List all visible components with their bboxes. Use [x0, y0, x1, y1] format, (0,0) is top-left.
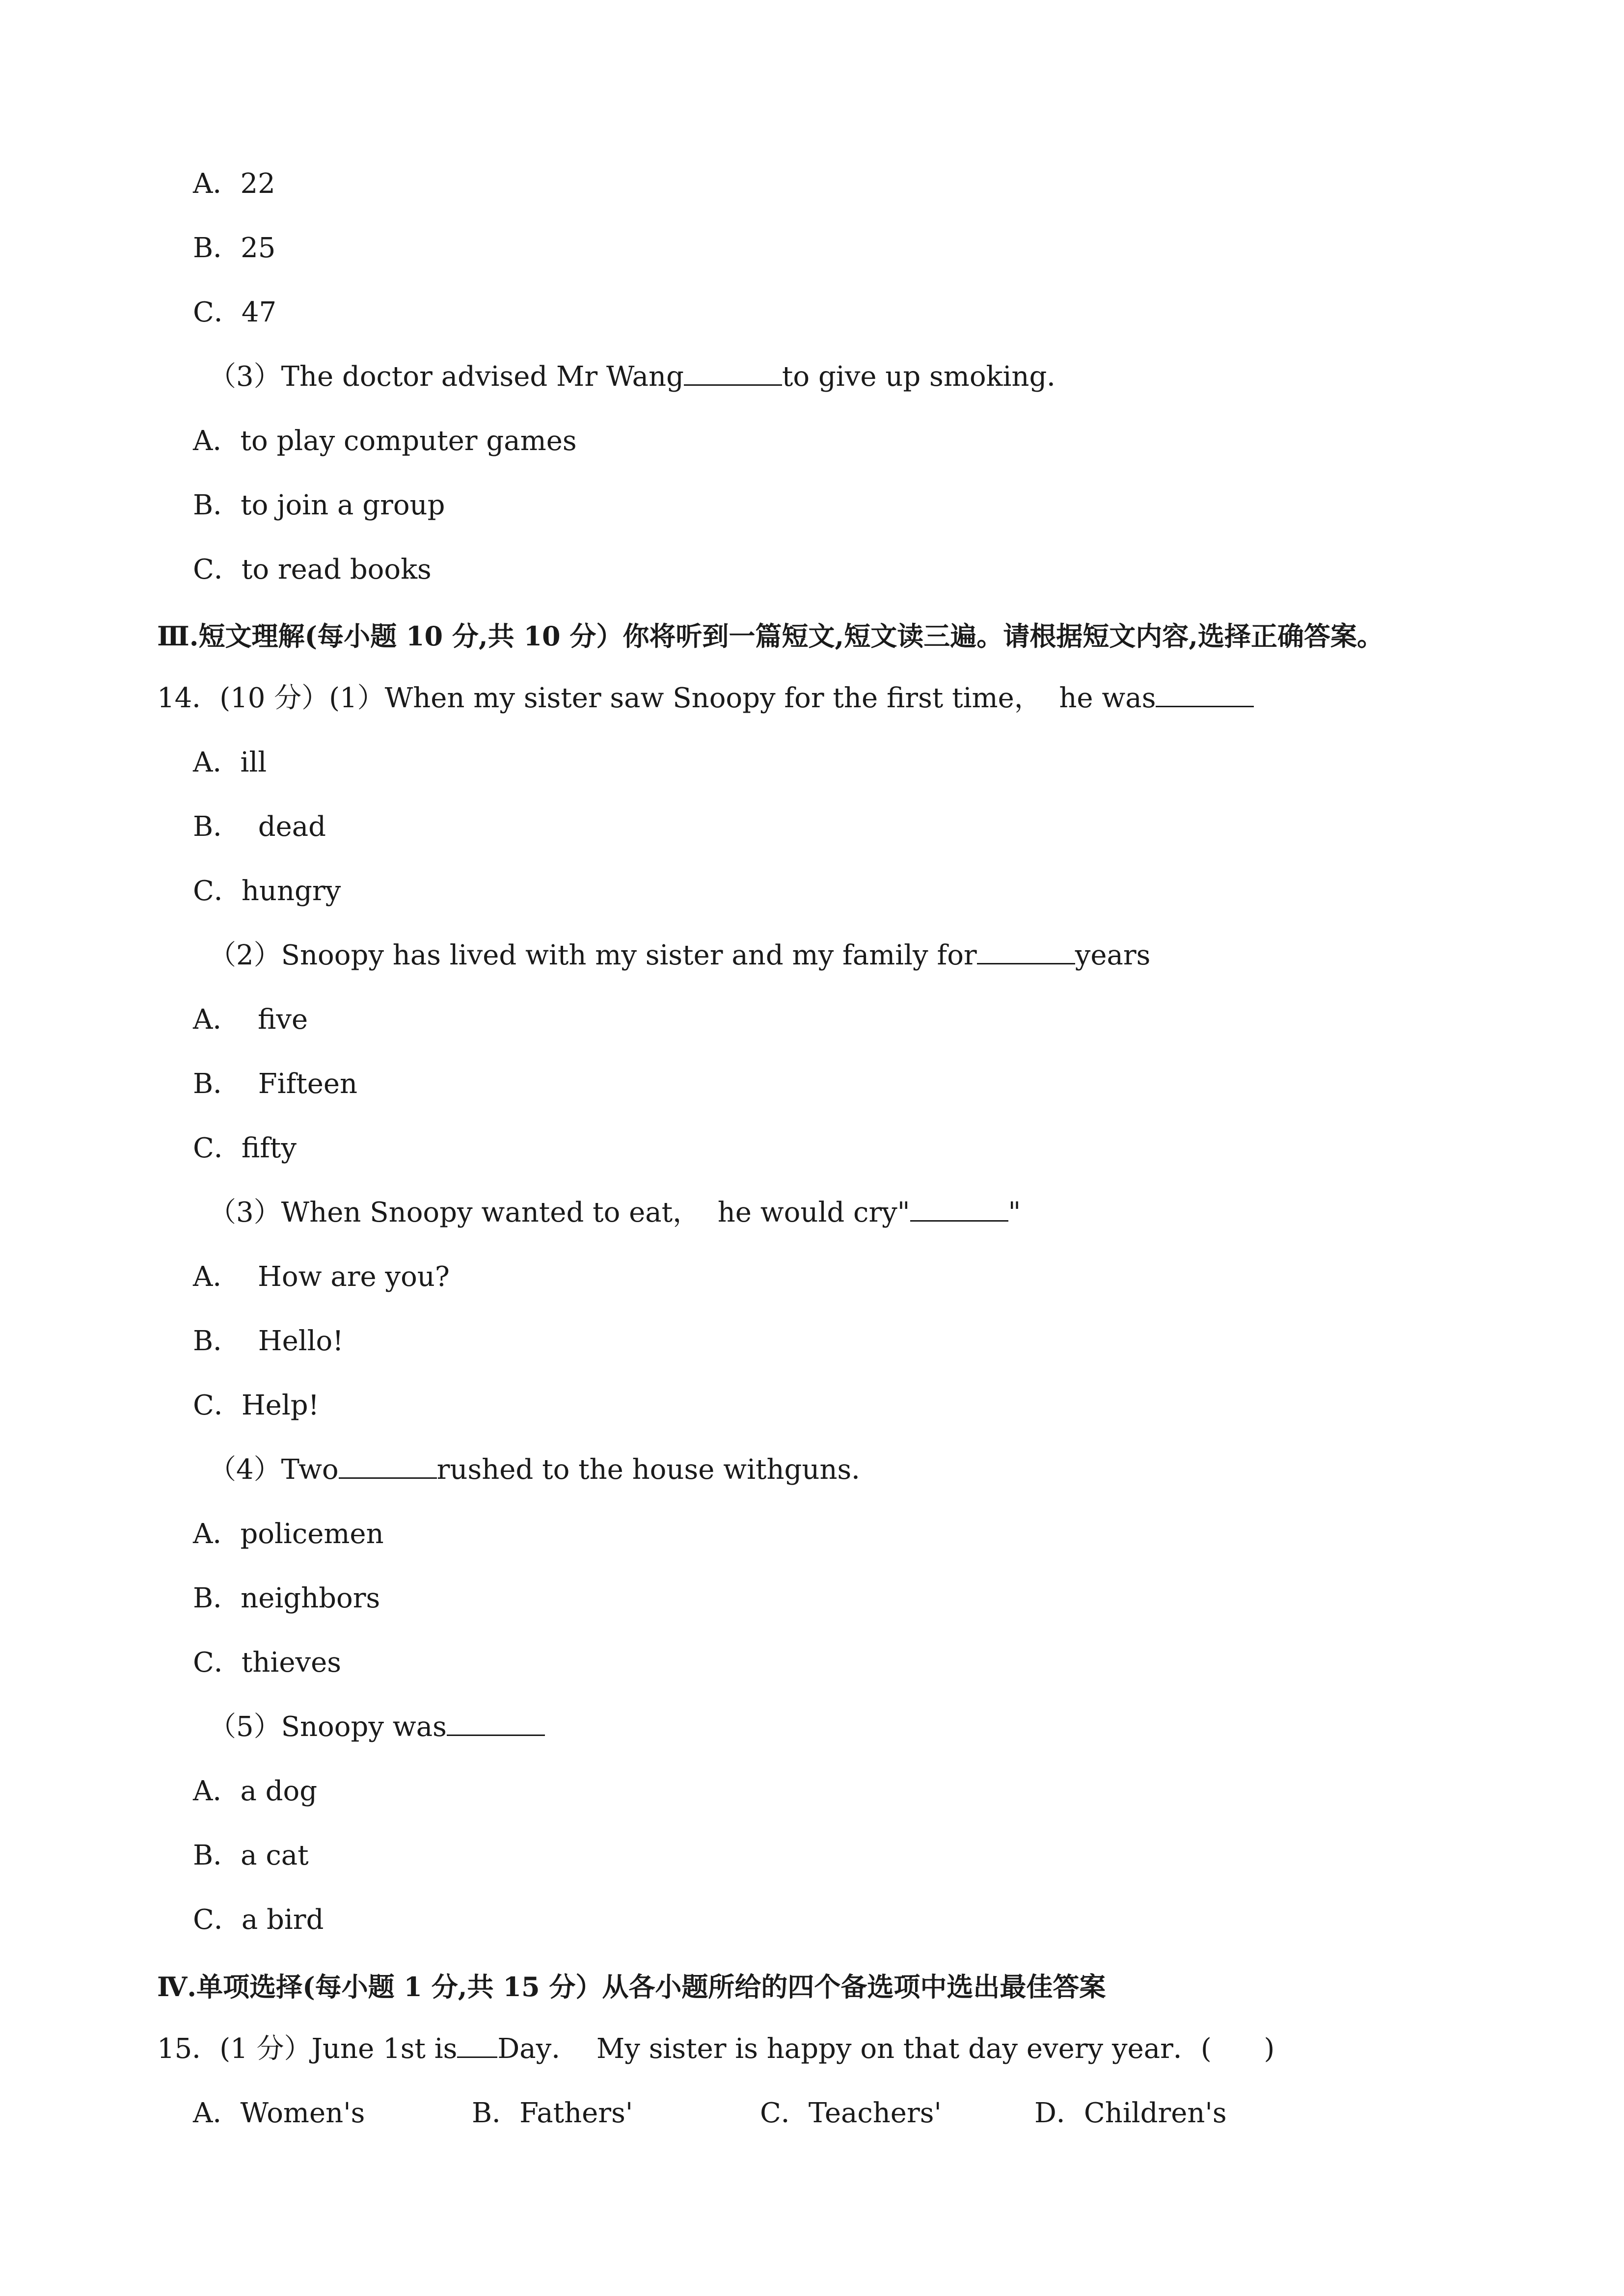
stem-text: （2）Snoopy has lived with my sister and my family for	[209, 939, 977, 971]
question-14-part-1	[157, 679, 1254, 718]
question-14-part-3	[209, 1193, 1021, 1232]
stem-text: years	[1075, 939, 1151, 971]
option-c: C．hungry	[193, 875, 341, 907]
stem-text: 14．(10 分）(1）When my sister saw Snoopy for the first time， he was	[157, 682, 1156, 714]
option-a: A． How are you?	[193, 1261, 450, 1293]
stem-text: rushed to the house withguns．	[436, 1454, 879, 1486]
option-b: B． Fifteen	[193, 1068, 358, 1100]
option-a: A．a dog	[193, 1775, 318, 1807]
option-b: B．neighbors	[193, 1582, 380, 1614]
option-a: A．22	[193, 168, 275, 200]
option-a: A．to play computer games	[193, 425, 577, 457]
question-13-part-3	[209, 357, 1074, 397]
option-c: C．thieves	[193, 1647, 341, 1679]
answer-blank	[910, 1195, 1008, 1222]
option-b: B．a cat	[193, 1840, 309, 1871]
question-15	[157, 2029, 1274, 2069]
stem-text: to give up smoking．	[782, 361, 1075, 393]
question-15-options	[193, 2094, 1469, 2133]
question-14-part-2	[209, 936, 1150, 975]
answer-blank	[977, 937, 1075, 964]
option-c: C．fifty	[193, 1132, 297, 1164]
option-a: A．Women's	[193, 2097, 365, 2129]
question-14-part-4	[209, 1450, 879, 1490]
option-b: B． Hello!	[193, 1325, 344, 1357]
option-a: A．ill	[193, 747, 267, 778]
stem-text: （3）When Snoopy wanted to eat， he would cry"	[209, 1197, 910, 1228]
answer-blank	[457, 2031, 497, 2058]
option-c: C．to read books	[193, 554, 432, 586]
stem-text: （3）The doctor advised Mr Wang	[209, 361, 684, 393]
question-14-part-5	[209, 1708, 545, 1747]
option-c: C．47	[193, 296, 277, 328]
option-b: B．25	[193, 232, 276, 264]
answer-blank	[684, 359, 782, 386]
section-4-heading: Ⅳ.单项选择(每小题 1 分,共 15 分）从各小题所给的四个备选项中选出最佳答案	[157, 1971, 1106, 2002]
stem-text: "	[1008, 1197, 1021, 1228]
stem-text: （4）Two	[209, 1454, 339, 1486]
option-b: B．Fathers'	[472, 2097, 633, 2129]
option-c: C．Teachers'	[760, 2097, 942, 2129]
option-a: A．policemen	[193, 1518, 384, 1550]
stem-text: Day． My sister is happy on that day every year．( )	[497, 2033, 1275, 2065]
stem-text: （5）Snoopy was	[209, 1711, 447, 1743]
option-b: B． dead	[193, 811, 326, 843]
answer-blank	[1156, 680, 1254, 707]
option-c: C．a bird	[193, 1904, 324, 1936]
option-c: C．Help!	[193, 1389, 320, 1421]
option-d: D．Children's	[1034, 2097, 1227, 2129]
stem-text: 15．(1 分）June 1st is	[157, 2033, 458, 2065]
option-a: A． five	[193, 1004, 308, 1036]
section-3-heading: Ⅲ.短文理解(每小题 10 分,共 10 分）你将听到一篇短文,短文读三遍。请根据短文内容,选择正确答案。	[157, 620, 1383, 652]
answer-blank	[339, 1452, 437, 1479]
answer-blank	[447, 1709, 545, 1736]
option-b: B．to join a group	[193, 489, 445, 521]
